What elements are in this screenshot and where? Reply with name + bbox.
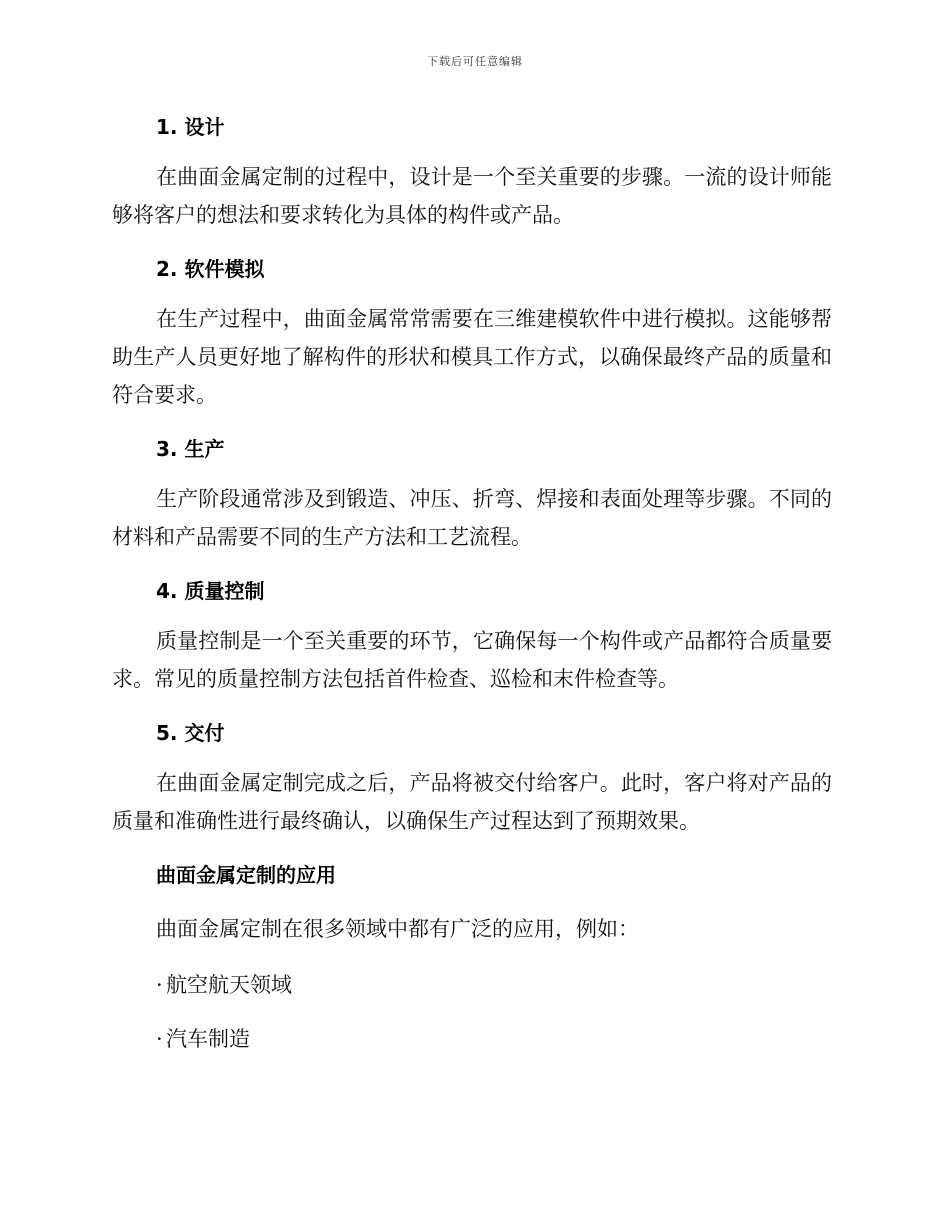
section-heading: 3. 生产 bbox=[156, 437, 225, 461]
section-quality-control bbox=[112, 574, 832, 698]
list-item-text: 汽车制造 bbox=[166, 1027, 250, 1051]
list-item bbox=[112, 968, 832, 1002]
section-heading: 4. 质量控制 bbox=[156, 579, 265, 603]
header-note: 下载后可任意编辑 bbox=[427, 55, 523, 68]
section-paragraph: 生产阶段通常涉及到锻造、冲压、折弯、焊接和表面处理等步骤。不同的材料和产品需要不同的生产方法和工艺流程。 bbox=[112, 487, 832, 549]
section-paragraph: 在曲面金属定制的过程中，设计是一个至关重要的步骤。一流的设计师能够将客户的想法和要求转化为具体的构件或产品。 bbox=[112, 165, 832, 227]
section-heading: 2. 软件模拟 bbox=[156, 257, 265, 281]
section-heading: 曲面金属定制的应用 bbox=[156, 863, 336, 887]
section-software-simulation bbox=[112, 252, 832, 414]
document-body bbox=[112, 110, 832, 1074]
section-production bbox=[112, 432, 832, 556]
section-heading: 1. 设计 bbox=[156, 115, 225, 139]
list-item-text: 航空航天领域 bbox=[166, 973, 292, 997]
list-item bbox=[112, 1022, 832, 1056]
applications-intro: 曲面金属定制在很多领域中都有广泛的应用，例如： bbox=[156, 917, 639, 941]
section-paragraph: 在曲面金属定制完成之后，产品将被交付给客户。此时，客户将对产品的质量和准确性进行最终确认，以确保生产过程达到了预期效果。 bbox=[112, 771, 832, 833]
bullet-mark: · bbox=[156, 1027, 163, 1051]
section-paragraph: 在生产过程中，曲面金属常常需要在三维建模软件中进行模拟。这能够帮助生产人员更好地了解构件的形状和模具工作方式，以确保最终产品的质量和符合要求。 bbox=[112, 307, 832, 407]
section-heading: 5. 交付 bbox=[156, 721, 225, 745]
section-delivery bbox=[112, 716, 832, 840]
section-applications bbox=[112, 858, 832, 1056]
section-design bbox=[112, 110, 832, 234]
bullet-mark: · bbox=[156, 973, 163, 997]
section-paragraph: 质量控制是一个至关重要的环节，它确保每一个构件或产品都符合质量要求。常见的质量控制方法包括首件检查、巡检和末件检查等。 bbox=[112, 629, 832, 691]
